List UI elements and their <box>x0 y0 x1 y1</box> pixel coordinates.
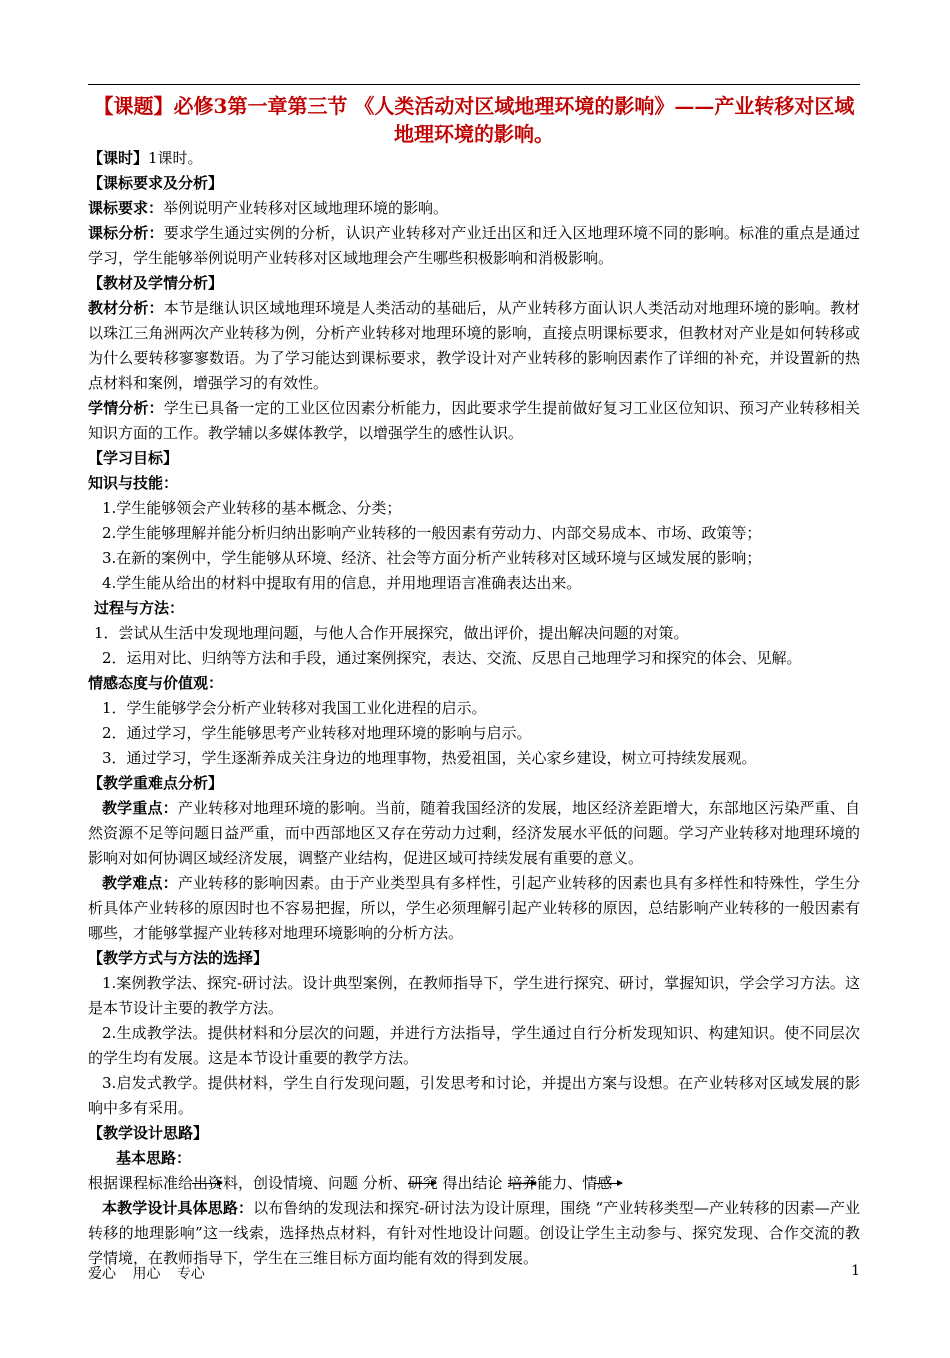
design-heading: 【教学设计思路】 <box>88 1124 209 1142</box>
page-number: 1 <box>851 1263 860 1279</box>
keypoints-heading: 【教学重难点分析】 <box>88 774 224 792</box>
process-heading: 过程与方法： <box>94 599 185 617</box>
class-hours: 【课时】1课时。 <box>88 149 203 167</box>
lesson-title: 【课题】必修3第一章第三节 《人类活动对区域地理环境的影响》——产业转移对区域地理环境的影响。 <box>93 94 855 146</box>
student-analysis: 学情分析：学生已具备一定的工业区位因素分析能力，因此要求学生提前做好复习工业区位知识、预习产业转移相关知识方面的工作。教学辅以多媒体教学，以增强学生的感性认识。 <box>88 399 860 442</box>
method-item: 1.案例教学法、探究-研讨法。设计典型案例，在教师指导下，学生进行探究、研讨，掌握知识，学会学习方法。这是本节设计主要的教学方法。 <box>88 974 860 1017</box>
flow-arrow-icon <box>508 1183 536 1184</box>
attitude-heading: 情感态度与价值观： <box>88 674 224 692</box>
knowledge-item: 2.学生能够理解并能分析归纳出影响产业转移的一般因素有劳动力、内部交易成本、市场、政策等； <box>102 524 762 542</box>
attitude-item: 2．通过学习，学生能够思考产业转移对地理环境的影响与启示。 <box>102 724 532 742</box>
header-rule <box>88 84 860 85</box>
document-body <box>88 146 860 1271</box>
method-item: 3.启发式教学。提供材料，学生自行发现问题，引发思考和讨论，并提出方案与设想。在产业转移对区域发展的影响中多有采用。 <box>88 1074 860 1117</box>
methods-heading: 【教学方式与方法的选择】 <box>88 949 269 967</box>
knowledge-item: 1.学生能够领会产业转移的基本概念、分类； <box>102 499 402 517</box>
attitude-item: 3．通过学习，学生逐渐养成关注身边的地理事物，热爱祖国，关心家乡建设，树立可持续发展观。 <box>102 749 757 767</box>
footer-slogan: 爱心 用心 专心 <box>88 1266 205 1282</box>
objectives-heading: 【学习目标】 <box>88 449 179 467</box>
difficult-point: 教学难点：产业转移的影响因素。由于产业类型具有多样性，引起产业转移的因素也具有多样性和特殊性，学生分析具体产业转移的原因时也不容易把握，所以，学生必须理解引起产业转移的原因，总结影响产业转移的一般因素有哪些，才能够掌握产业转移对地理环境影响的分析方法。 <box>88 874 860 942</box>
process-item: 1．尝试从生活中发现地理问题，与他人合作开展探究，做出评价，提出解决问题的对策。 <box>94 624 689 642</box>
method-item: 2.生成教学法。提供材料和分层次的问题，并进行方法指导，学生通过自行分析发现知识、构建知识。使不同层次的学生均有发展。这是本节设计重要的教学方法。 <box>88 1024 860 1067</box>
specific-approach: 本教学设计具体思路：以布鲁纳的发现法和探究-研讨法为设计原理，围绕 “产业转移类型—产业转移的因素—产业转移的地理影响”这一线索，选择热点材料，有针对性地设计问题。创设让学生主动参与、探究发现、合作交流的教学情境，在教师指导下，学生在三维目标方面均能有效的得到发展。 <box>88 1199 860 1267</box>
flow-line: 根据课程标准给出资料，创设情境、问题 分析、研究 得出结论 培养能力、情感 <box>88 1171 860 1196</box>
curriculum-requirement: 课标要求：举例说明产业转移对区域地理环境的影响。 <box>88 199 449 217</box>
basic-approach-label: 基本思路： <box>116 1149 192 1167</box>
knowledge-heading: 知识与技能： <box>88 474 179 492</box>
flow-arrow-icon <box>408 1183 436 1184</box>
key-point: 教学重点：产业转移对地理环境的影响。当前，随着我国经济的发展，地区经济差距增大，东部地区污染严重、自然资源不足等问题日益严重，而中西部地区又存在劳动力过剩，经济发展水平低的问题。学习产业转移对地理环境的影响对如何协调区域经济发展，调整产业结构，促进区域可持续发展有重要的意义。 <box>88 799 860 867</box>
curriculum-heading: 【课标要求及分析】 <box>88 174 224 192</box>
process-item: 2．运用对比、归纳等方法和手段，通过案例探究，表达、交流、反思自己地理学习和探究的体会、见解。 <box>102 649 802 667</box>
flow-arrow-icon <box>192 1183 222 1184</box>
knowledge-item: 3.在新的案例中，学生能够从环境、经济、社会等方面分析产业转移对区域环境与区域发展的影响； <box>102 549 762 567</box>
attitude-item: 1．学生能够学会分析产业转移对我国工业化进程的启示。 <box>102 699 487 717</box>
curriculum-analysis: 课标分析：要求学生通过实例的分析，认识产业转移对产业迁出区和迁入区地理环境不同的影响。标准的重点是通过学习，学生能够举例说明产业转移对区域地理会产生哪些积极影响和消极影响。 <box>88 224 860 267</box>
knowledge-item: 4.学生能从给出的材料中提取有用的信息，并用地理语言准确表达出来。 <box>102 574 582 592</box>
textbook-analysis: 教材分析：本节是继认识区域地理环境是人类活动的基础后，从产业转移方面认识人类活动对地理环境的影响。教材以珠江三角洲两次产业转移为例，分析产业转移对地理环境的影响，直接点明课标要求，但教材对产业是如何转移或为什么要转移寥寥数语。为了学习能达到课标要求，教学设计对产业转移的影响因素作了详细的补充，并设置新的热点材料和案例，增强学习的有效性。 <box>88 299 860 392</box>
textbook-heading: 【教材及学情分析】 <box>88 274 224 292</box>
flow-arrow-icon <box>594 1183 622 1184</box>
